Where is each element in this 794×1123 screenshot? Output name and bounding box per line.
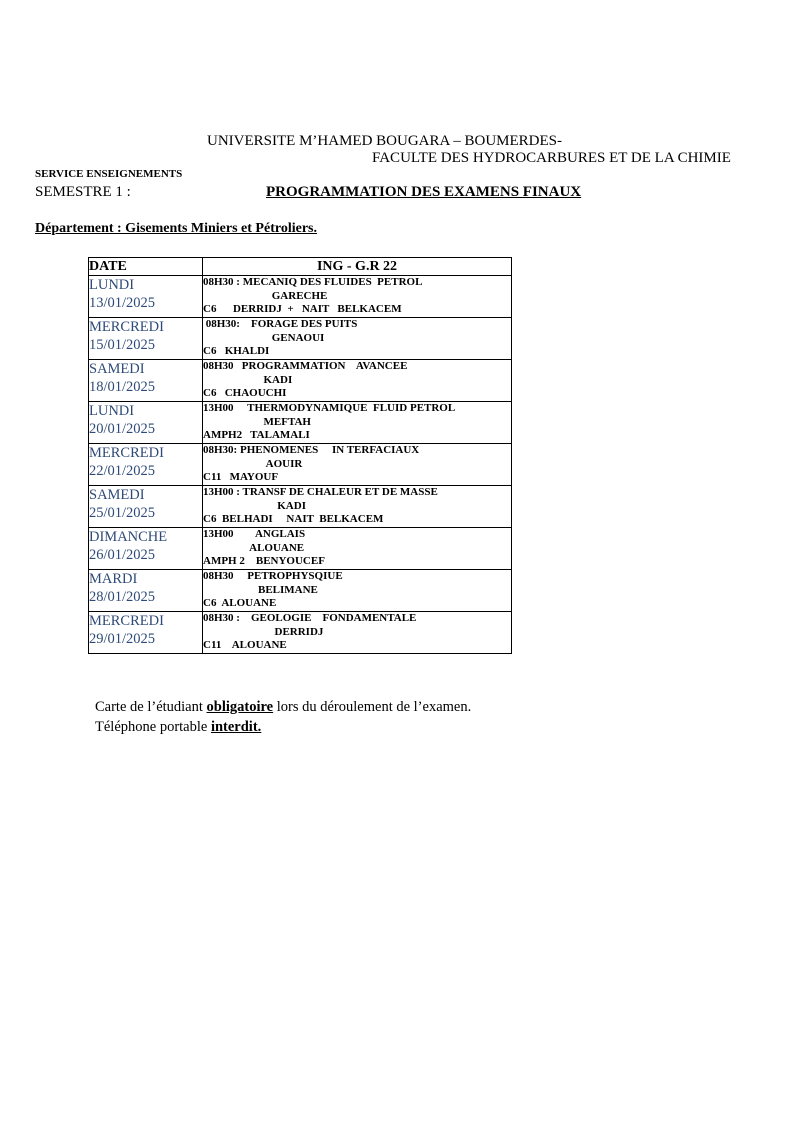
day-name: LUNDI <box>89 403 135 419</box>
exam-time-subject: 08H30 : MECANIQ DES FLUIDES PETROL <box>203 276 423 288</box>
exam-teacher: GENAOUI <box>203 331 325 344</box>
student-card-note <box>95 699 471 716</box>
exam-date: 13/01/2025 <box>89 295 156 311</box>
exam-date: 29/01/2025 <box>89 631 156 647</box>
exam-teacher: KADI <box>203 499 306 512</box>
exam-room-supervisors: C6 CHAOUCHI <box>203 387 287 399</box>
exam-room-supervisors: C6 DERRIDJ + NAIT BELKACEM <box>203 303 402 315</box>
exam-time-subject: 08H30: FORAGE DES PUITS <box>203 318 358 330</box>
column-header-group: ING - G.R 22 <box>203 258 512 276</box>
exam-teacher: KADI <box>203 373 293 386</box>
table-header-row <box>89 258 512 276</box>
exam-date: 20/01/2025 <box>89 421 156 437</box>
page-title: PROGRAMMATION DES EXAMENS FINAUX <box>266 184 582 200</box>
exam-info-cell <box>203 318 512 360</box>
exam-time-subject: 08H30 PETROPHYSQIUE <box>203 570 343 582</box>
exam-info-cell <box>203 402 512 444</box>
exam-info-cell <box>203 570 512 612</box>
exam-info-cell <box>203 486 512 528</box>
exam-info-cell <box>203 444 512 486</box>
table-row <box>89 570 512 612</box>
table-row <box>89 402 512 444</box>
date-cell <box>89 570 203 612</box>
day-name: SAMEDI <box>89 487 145 503</box>
day-name: MARDI <box>89 571 138 587</box>
table-row <box>89 444 512 486</box>
exam-teacher: AOUIR <box>203 457 303 470</box>
note-card-prefix: Carte de l’étudiant <box>95 699 207 715</box>
exam-room-supervisors: C6 BELHADI NAIT BELKACEM <box>203 513 384 525</box>
date-cell <box>89 612 203 654</box>
table-row <box>89 318 512 360</box>
exam-schedule-table <box>88 257 512 654</box>
note-card-emphasis: obligatoire <box>206 699 274 715</box>
day-name: SAMEDI <box>89 361 145 377</box>
table-row <box>89 486 512 528</box>
table-body <box>89 276 512 654</box>
day-name: LUNDI <box>89 277 135 293</box>
date-cell <box>89 486 203 528</box>
exam-teacher: GARECHE <box>203 289 328 302</box>
exam-time-subject: 08H30: PHENOMENES IN TERFACIAUX <box>203 444 420 456</box>
date-cell <box>89 528 203 570</box>
semester-label: SEMESTRE 1 : <box>35 184 131 200</box>
date-cell <box>89 360 203 402</box>
exam-time-subject: 08H30 : GEOLOGIE FONDAMENTALE <box>203 612 417 624</box>
table-row <box>89 528 512 570</box>
date-cell <box>89 402 203 444</box>
phone-note <box>95 719 261 736</box>
table-row <box>89 360 512 402</box>
exam-date: 26/01/2025 <box>89 547 156 563</box>
exam-time-subject: 13H00 ANGLAIS <box>203 528 306 540</box>
exam-time-subject: 08H30 PROGRAMMATION AVANCEE <box>203 360 408 372</box>
exam-room-supervisors: C6 ALOUANE <box>203 597 277 609</box>
exam-info-cell <box>203 612 512 654</box>
table-row <box>89 612 512 654</box>
exam-room-supervisors: C11 MAYOUF <box>203 471 279 483</box>
note-card-suffix: lors du déroulement de l’examen. <box>273 699 472 715</box>
exam-time-subject: 13H00 : TRANSF DE CHALEUR ET DE MASSE <box>203 486 438 498</box>
note-phone-prefix: Téléphone portable <box>95 719 211 735</box>
exam-date: 28/01/2025 <box>89 589 156 605</box>
faculty-name: FACULTE DES HYDROCARBURES ET DE LA CHIMIE <box>372 150 731 166</box>
exam-room-supervisors: C6 KHALDI <box>203 345 270 357</box>
exam-teacher: BELIMANE <box>203 583 318 596</box>
exam-teacher: DERRIDJ <box>203 625 324 638</box>
exam-teacher: MEFTAH <box>203 415 311 428</box>
department-label: Département : Gisements Miniers et Pétroliers. <box>35 221 317 236</box>
exam-time-subject: 13H00 THERMODYNAMIQUE FLUID PETROL <box>203 402 456 414</box>
exam-date: 25/01/2025 <box>89 505 156 521</box>
date-cell <box>89 318 203 360</box>
exam-info-cell <box>203 276 512 318</box>
exam-date: 22/01/2025 <box>89 463 156 479</box>
day-name: MERCREDI <box>89 445 164 461</box>
exam-room-supervisors: C11 ALOUANE <box>203 639 287 651</box>
date-cell <box>89 444 203 486</box>
day-name: DIMANCHE <box>89 529 168 545</box>
university-name: UNIVERSITE M’HAMED BOUGARA – BOUMERDES- <box>207 133 563 149</box>
exam-teacher: ALOUANE <box>203 541 305 554</box>
exam-info-cell <box>203 360 512 402</box>
exam-info-cell <box>203 528 512 570</box>
table-row <box>89 276 512 318</box>
day-name: MERCREDI <box>89 613 164 629</box>
column-header-date: DATE <box>89 258 203 276</box>
exam-date: 18/01/2025 <box>89 379 156 395</box>
date-cell <box>89 276 203 318</box>
note-phone-emphasis: interdit. <box>210 719 262 735</box>
service-label: SERVICE ENSEIGNEMENTS <box>35 168 183 180</box>
day-name: MERCREDI <box>89 319 164 335</box>
exam-room-supervisors: AMPH2 TALAMALI <box>203 429 310 441</box>
exam-date: 15/01/2025 <box>89 337 156 353</box>
exam-room-supervisors: AMPH 2 BENYOUCEF <box>203 555 325 567</box>
